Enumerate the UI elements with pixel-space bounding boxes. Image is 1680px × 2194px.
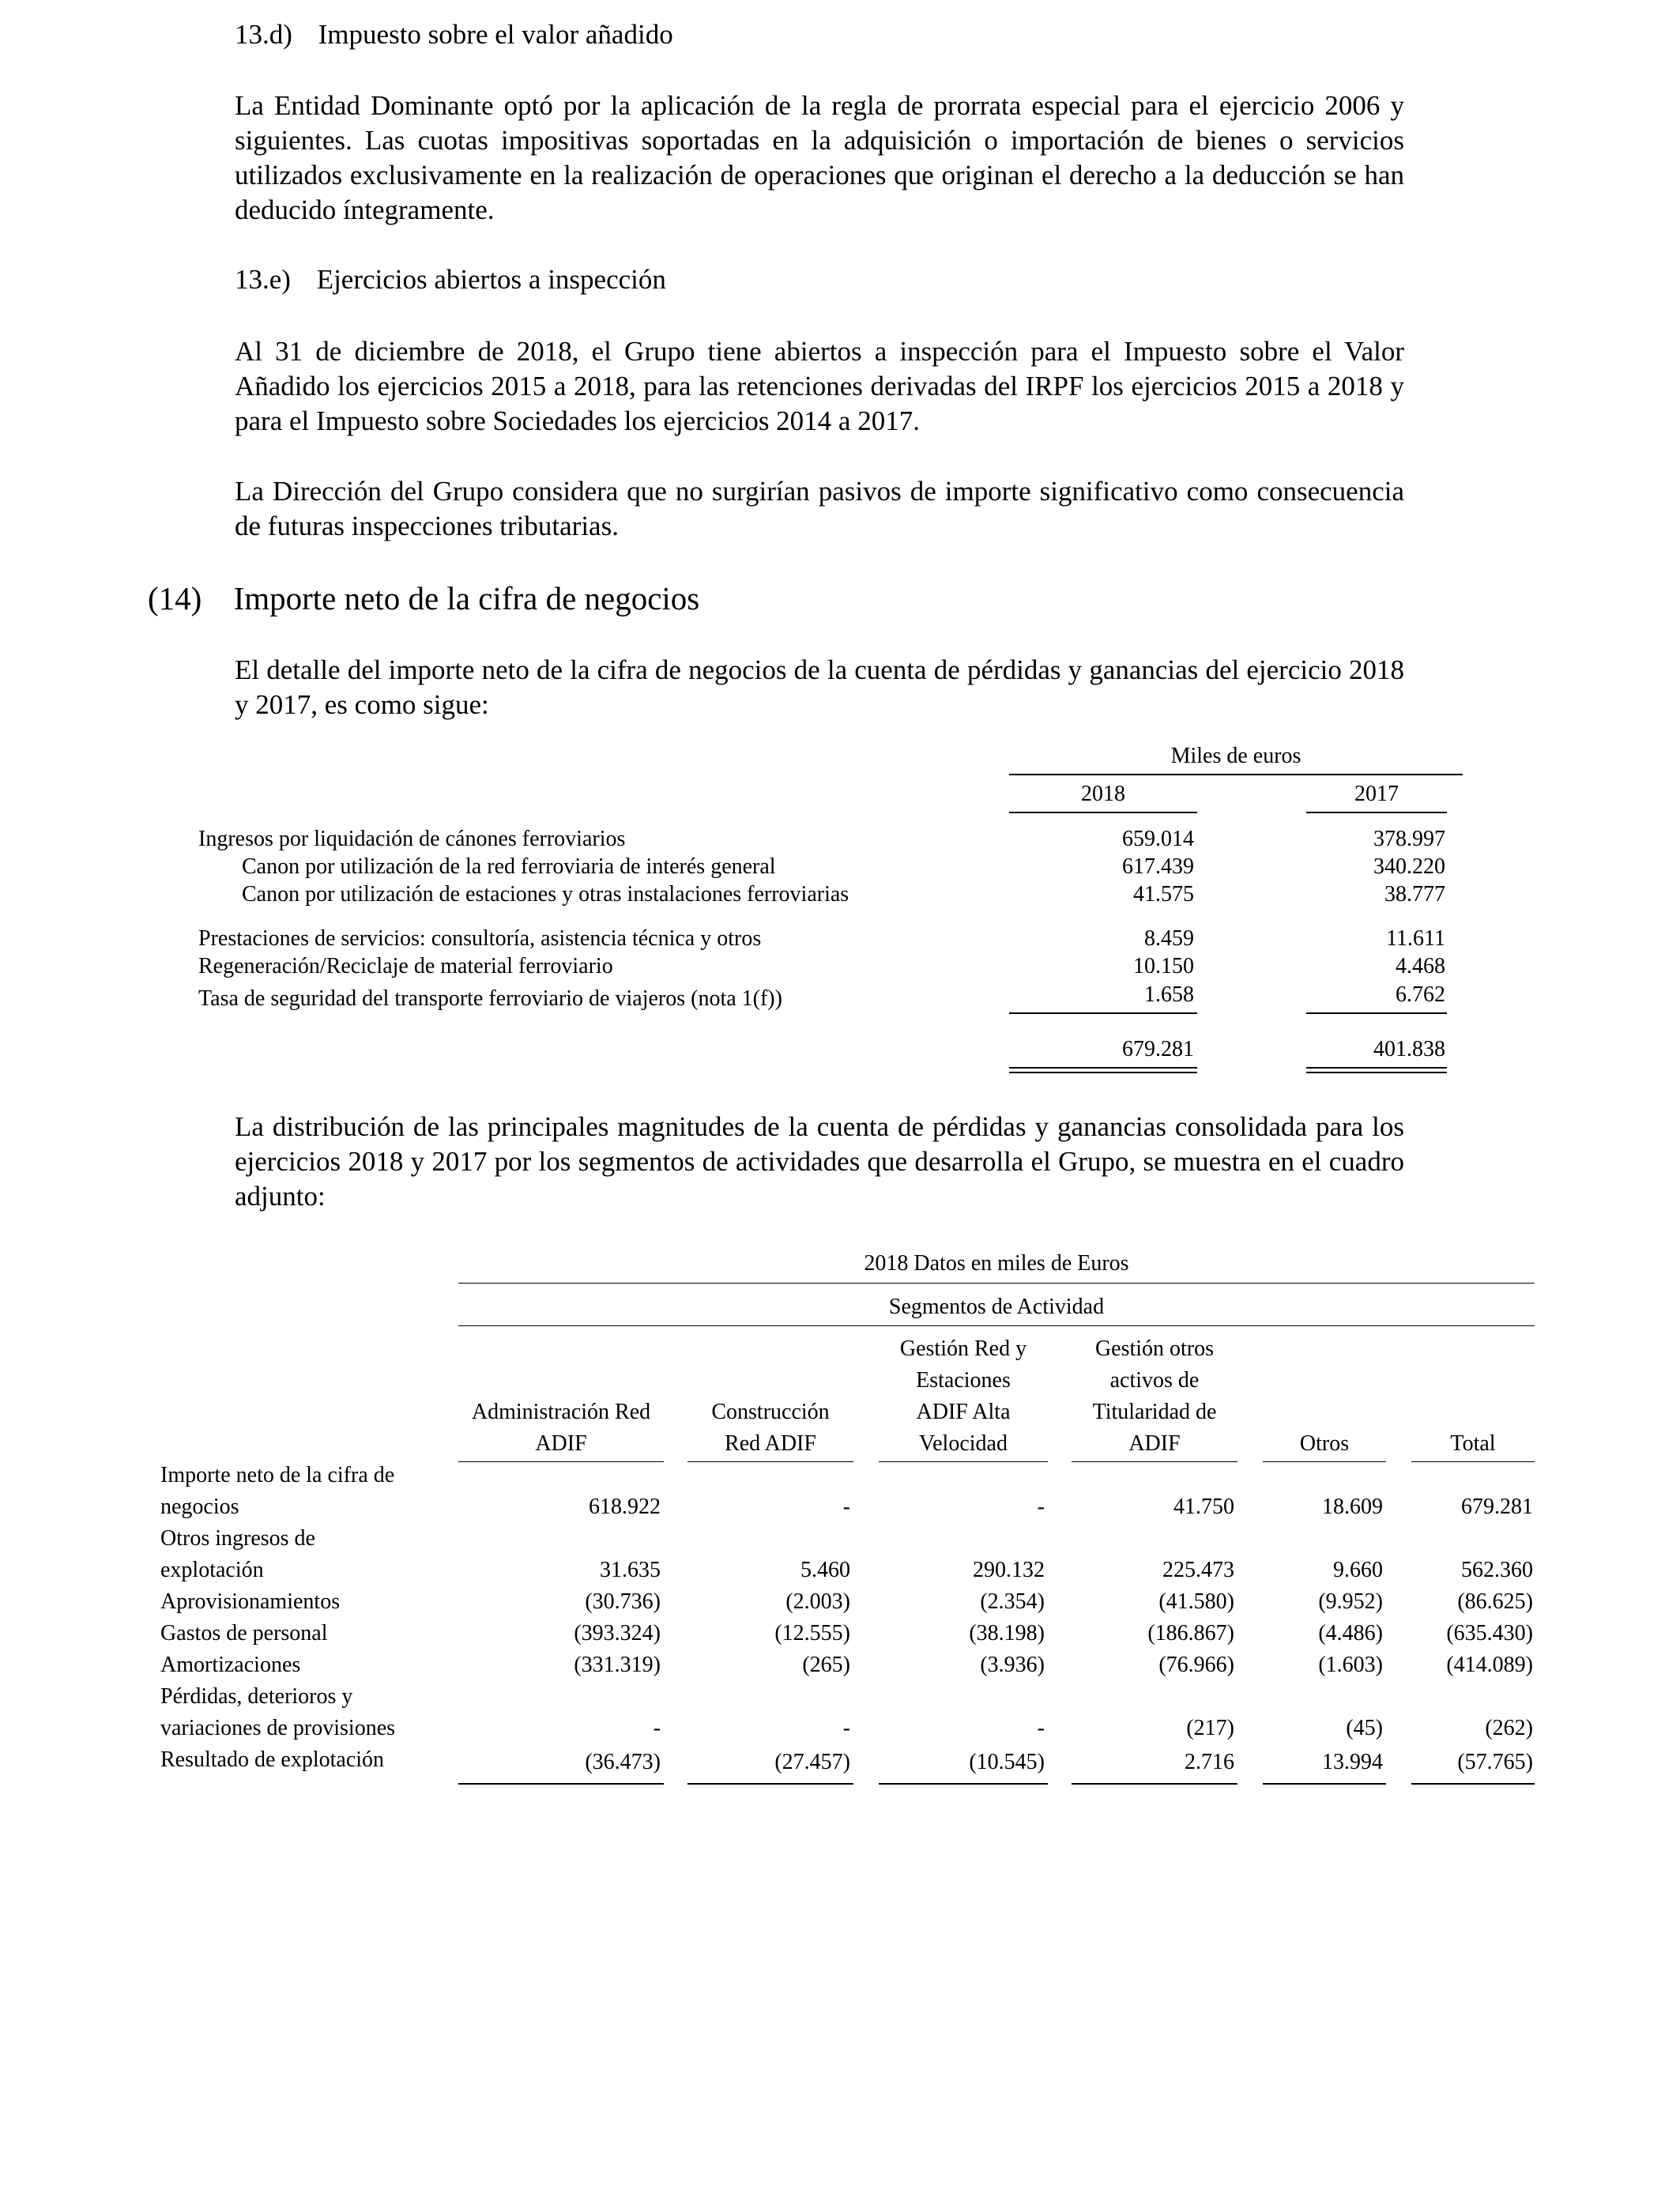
table2-col-rule — [879, 1461, 1048, 1462]
table1-row-2018: 659.014 — [1122, 827, 1194, 851]
table2-cell: 2.716 — [1185, 1750, 1234, 1774]
table2-col-rule — [1072, 1461, 1237, 1462]
table2-cell: (41.580) — [1158, 1589, 1234, 1614]
table2-col-header-line: Gestión otros — [1094, 1336, 1215, 1361]
table2-cell: 5.460 — [800, 1558, 850, 1582]
table1-row-2018: 1.658 — [1144, 982, 1194, 1007]
table1-row-2017: 11.611 — [1386, 926, 1445, 951]
section-13e-number: 13.e) — [235, 264, 291, 295]
table2-cell: (635.430) — [1446, 1621, 1533, 1646]
table1-row-label: Regeneración/Reciclaje de material ferroviario — [198, 954, 613, 978]
table2-row-label: Resultado de explotación — [160, 1747, 385, 1772]
table2-col-rule — [687, 1461, 853, 1462]
table2-cell: - — [653, 1716, 661, 1740]
table1-row-2018: 617.439 — [1122, 854, 1194, 879]
table2-cell: 225.473 — [1162, 1558, 1234, 1582]
table2-cell: 31.635 — [600, 1558, 661, 1582]
table2-cell: (30.736) — [585, 1589, 661, 1614]
table2-cell: (10.545) — [969, 1750, 1045, 1774]
table1-col-2018: 2018 — [1081, 782, 1125, 806]
table2-row-label: Gastos de personal — [160, 1621, 328, 1646]
section-13e-title: Ejercicios abiertos a inspección — [316, 264, 666, 295]
table2-cell: - — [842, 1495, 850, 1519]
table1-subtotal-rule-2017 — [1306, 1012, 1447, 1014]
table2-row-label: Amortizaciones — [160, 1653, 301, 1677]
table2-cell: (76.966) — [1158, 1653, 1234, 1677]
table2-col-header-line: ADIF — [535, 1431, 587, 1456]
section-14-intro: El detalle del importe neto de la cifra de negocios de la cuenta de pérdidas y ganancias del ejercicio 2018 y 2017, es como sigue: — [235, 654, 1404, 720]
table2-cell: (27.457) — [774, 1750, 850, 1774]
table2-col-rule — [1263, 1461, 1386, 1462]
section-14-number: (14) — [148, 580, 202, 616]
table2-cell: - — [1037, 1716, 1045, 1740]
table1-row-2018: 41.575 — [1133, 882, 1194, 907]
table2-cell: (393.324) — [574, 1621, 661, 1646]
section-13d-number: 13.d) — [235, 19, 292, 50]
section-13e-paragraph-2: La Dirección del Grupo considera que no surgirían pasivos de importe significativo como consecuencia de futuras inspecciones tributarias. — [235, 476, 1404, 541]
table1-col-2018-rule — [1009, 812, 1197, 813]
table2-cell: (2.354) — [980, 1589, 1045, 1614]
table2-col-header-line: Estaciones — [916, 1368, 1011, 1393]
table1-col-2017-rule — [1306, 812, 1447, 813]
table2-cell: - — [1037, 1495, 1045, 1519]
table2-row-label: Otros ingresos de — [160, 1526, 315, 1551]
table2-cell: 618.922 — [589, 1495, 661, 1519]
table1-row-2018: 10.150 — [1133, 954, 1194, 978]
table2-cell: (186.867) — [1147, 1621, 1234, 1646]
section-13d-title: Impuesto sobre el valor añadido — [318, 19, 673, 50]
table2-row-label: Pérdidas, deterioros y — [160, 1684, 353, 1709]
table2-cell: 13.994 — [1322, 1750, 1383, 1774]
table2-bottom-rule — [1411, 1783, 1535, 1785]
table2-col-header-line: Velocidad — [919, 1431, 1008, 1456]
table1-row-2017: 38.777 — [1384, 882, 1445, 907]
table2-cell: 9.660 — [1333, 1558, 1383, 1582]
table1-row-label: Prestaciones de servicios: consultoría, asistencia técnica y otros — [198, 926, 762, 951]
table2-cell: 18.609 — [1322, 1495, 1383, 1519]
section-14-title: Importe neto de la cifra de negocios — [233, 580, 700, 616]
table1-total-2018: 679.281 — [1122, 1037, 1194, 1061]
table2-row-label: variaciones de provisiones — [160, 1716, 396, 1740]
table1-row-2017: 378.997 — [1373, 827, 1445, 851]
table2-col-header-line: ADIF Alta — [916, 1400, 1011, 1424]
table1-col-2017: 2017 — [1354, 782, 1399, 806]
table1-row-label: Canon por utilización de la red ferroviaria de interés general — [242, 854, 776, 879]
table1-row-2017: 6.762 — [1396, 982, 1445, 1007]
table1-row-2017: 4.468 — [1396, 954, 1445, 978]
table1-total-double-rule-2017 — [1306, 1067, 1447, 1073]
section-13d-paragraph: La Entidad Dominante optó por la aplicación de la regla de prorrata especial para el ejercicio 2006 y siguientes. Las cuotas impositivas soportadas en la adquisición o importación de bienes o servicios utilizados exclusivamente en la realización de operaciones que originan el derecho a la deducción se han deducido íntegramente. — [235, 90, 1404, 225]
table1-unit-header: Miles de euros — [1170, 744, 1301, 768]
table2-subtitle: Segmentos de Actividad — [888, 1295, 1105, 1319]
table2-col-header-line: Construcción — [711, 1400, 830, 1424]
table1-row-2017: 340.220 — [1373, 854, 1445, 879]
table2-cell: (414.089) — [1446, 1653, 1533, 1677]
table2-cell: - — [842, 1716, 850, 1740]
table2-col-header-line: Otros — [1299, 1431, 1350, 1456]
table2-cell: (2.003) — [785, 1589, 850, 1614]
table2-bottom-rule — [687, 1783, 853, 1785]
table2-bottom-rule — [1072, 1783, 1237, 1785]
table1-row-label: Tasa de seguridad del transporte ferroviario de viajeros (nota 1(f)) — [198, 986, 782, 1011]
table2-row-label: Importe neto de la cifra de — [160, 1463, 395, 1487]
table2-cell: (12.555) — [774, 1621, 850, 1646]
table2-bottom-rule — [458, 1783, 664, 1785]
table2-bottom-rule — [879, 1783, 1048, 1785]
table2-col-rule — [458, 1461, 664, 1462]
table2-cell: (36.473) — [585, 1750, 661, 1774]
table2-cell: 562.360 — [1461, 1558, 1533, 1582]
table2-cell: (1.603) — [1318, 1653, 1383, 1677]
table2-cell: 679.281 — [1461, 1495, 1533, 1519]
table2-col-header-line: Administración Red — [471, 1400, 651, 1424]
section-13e-heading — [235, 264, 666, 296]
table2-col-header-line: ADIF — [1128, 1431, 1181, 1456]
table2-title: 2018 Datos en miles de Euros — [864, 1251, 1129, 1276]
section-13e-paragraph-1: Al 31 de diciembre de 2018, el Grupo tiene abiertos a inspección para el Impuesto sobre el Valor Añadido los ejercicios 2015 a 2018, para las retenciones derivadas del IRPF los ejercicios 2015 a 2018 y para el Impuesto sobre Sociedades los ejercicios 2014 a 2017. — [235, 336, 1404, 436]
table2-col-header-line: Total — [1450, 1431, 1496, 1456]
distribution-paragraph: La distribución de las principales magnitudes de la cuenta de pérdidas y ganancias consolidada para los ejercicios 2018 y 2017 por los segmentos de actividades que desarrolla el Grupo, se muestra en el cuadro adjunto: — [235, 1111, 1404, 1212]
table2-cell: (38.198) — [969, 1621, 1045, 1646]
table2-col-header-line: Red ADIF — [725, 1431, 816, 1456]
table2-cell: (217) — [1186, 1716, 1234, 1740]
table2-row-label: explotación — [160, 1558, 264, 1582]
table1-row-label: Canon por utilización de estaciones y otras instalaciones ferroviarias — [242, 882, 849, 907]
table2-col-header-line: Gestión Red y — [899, 1336, 1027, 1361]
table1-subtotal-rule-2018 — [1009, 1012, 1197, 1014]
table2-bottom-rule — [1263, 1783, 1386, 1785]
table2-cell: 41.750 — [1173, 1495, 1234, 1519]
table1-row-2018: 8.459 — [1144, 926, 1194, 951]
table2-title-rule — [458, 1283, 1535, 1284]
table1-total-double-rule-2018 — [1009, 1067, 1197, 1073]
table2-cell: (45) — [1346, 1716, 1383, 1740]
table2-cell: (86.625) — [1457, 1589, 1533, 1614]
table2-col-rule — [1411, 1461, 1535, 1462]
table2-cell: (3.936) — [980, 1653, 1045, 1677]
table2-cell: (9.952) — [1318, 1589, 1383, 1614]
table2-cell: (265) — [802, 1653, 850, 1677]
section-13d-heading — [235, 19, 673, 51]
table1-total-2017: 401.838 — [1373, 1037, 1445, 1061]
table2-cell: (331.319) — [574, 1653, 661, 1677]
table1-unit-rule — [1009, 774, 1463, 775]
table2-row-label: negocios — [160, 1495, 239, 1519]
section-14-heading — [148, 579, 699, 617]
table1-row-label: Ingresos por liquidación de cánones ferroviarios — [198, 827, 626, 851]
table2-cell: (262) — [1485, 1716, 1533, 1740]
table2-col-header-line: activos de — [1109, 1368, 1200, 1393]
table2-cell: (57.765) — [1457, 1750, 1533, 1774]
table2-col-header-line: Titularidad de — [1092, 1400, 1217, 1424]
table2-cell: (4.486) — [1318, 1621, 1383, 1646]
table2-subtitle-rule — [458, 1325, 1535, 1326]
table2-row-label: Aprovisionamientos — [160, 1589, 341, 1614]
table2-cell: 290.132 — [973, 1558, 1045, 1582]
